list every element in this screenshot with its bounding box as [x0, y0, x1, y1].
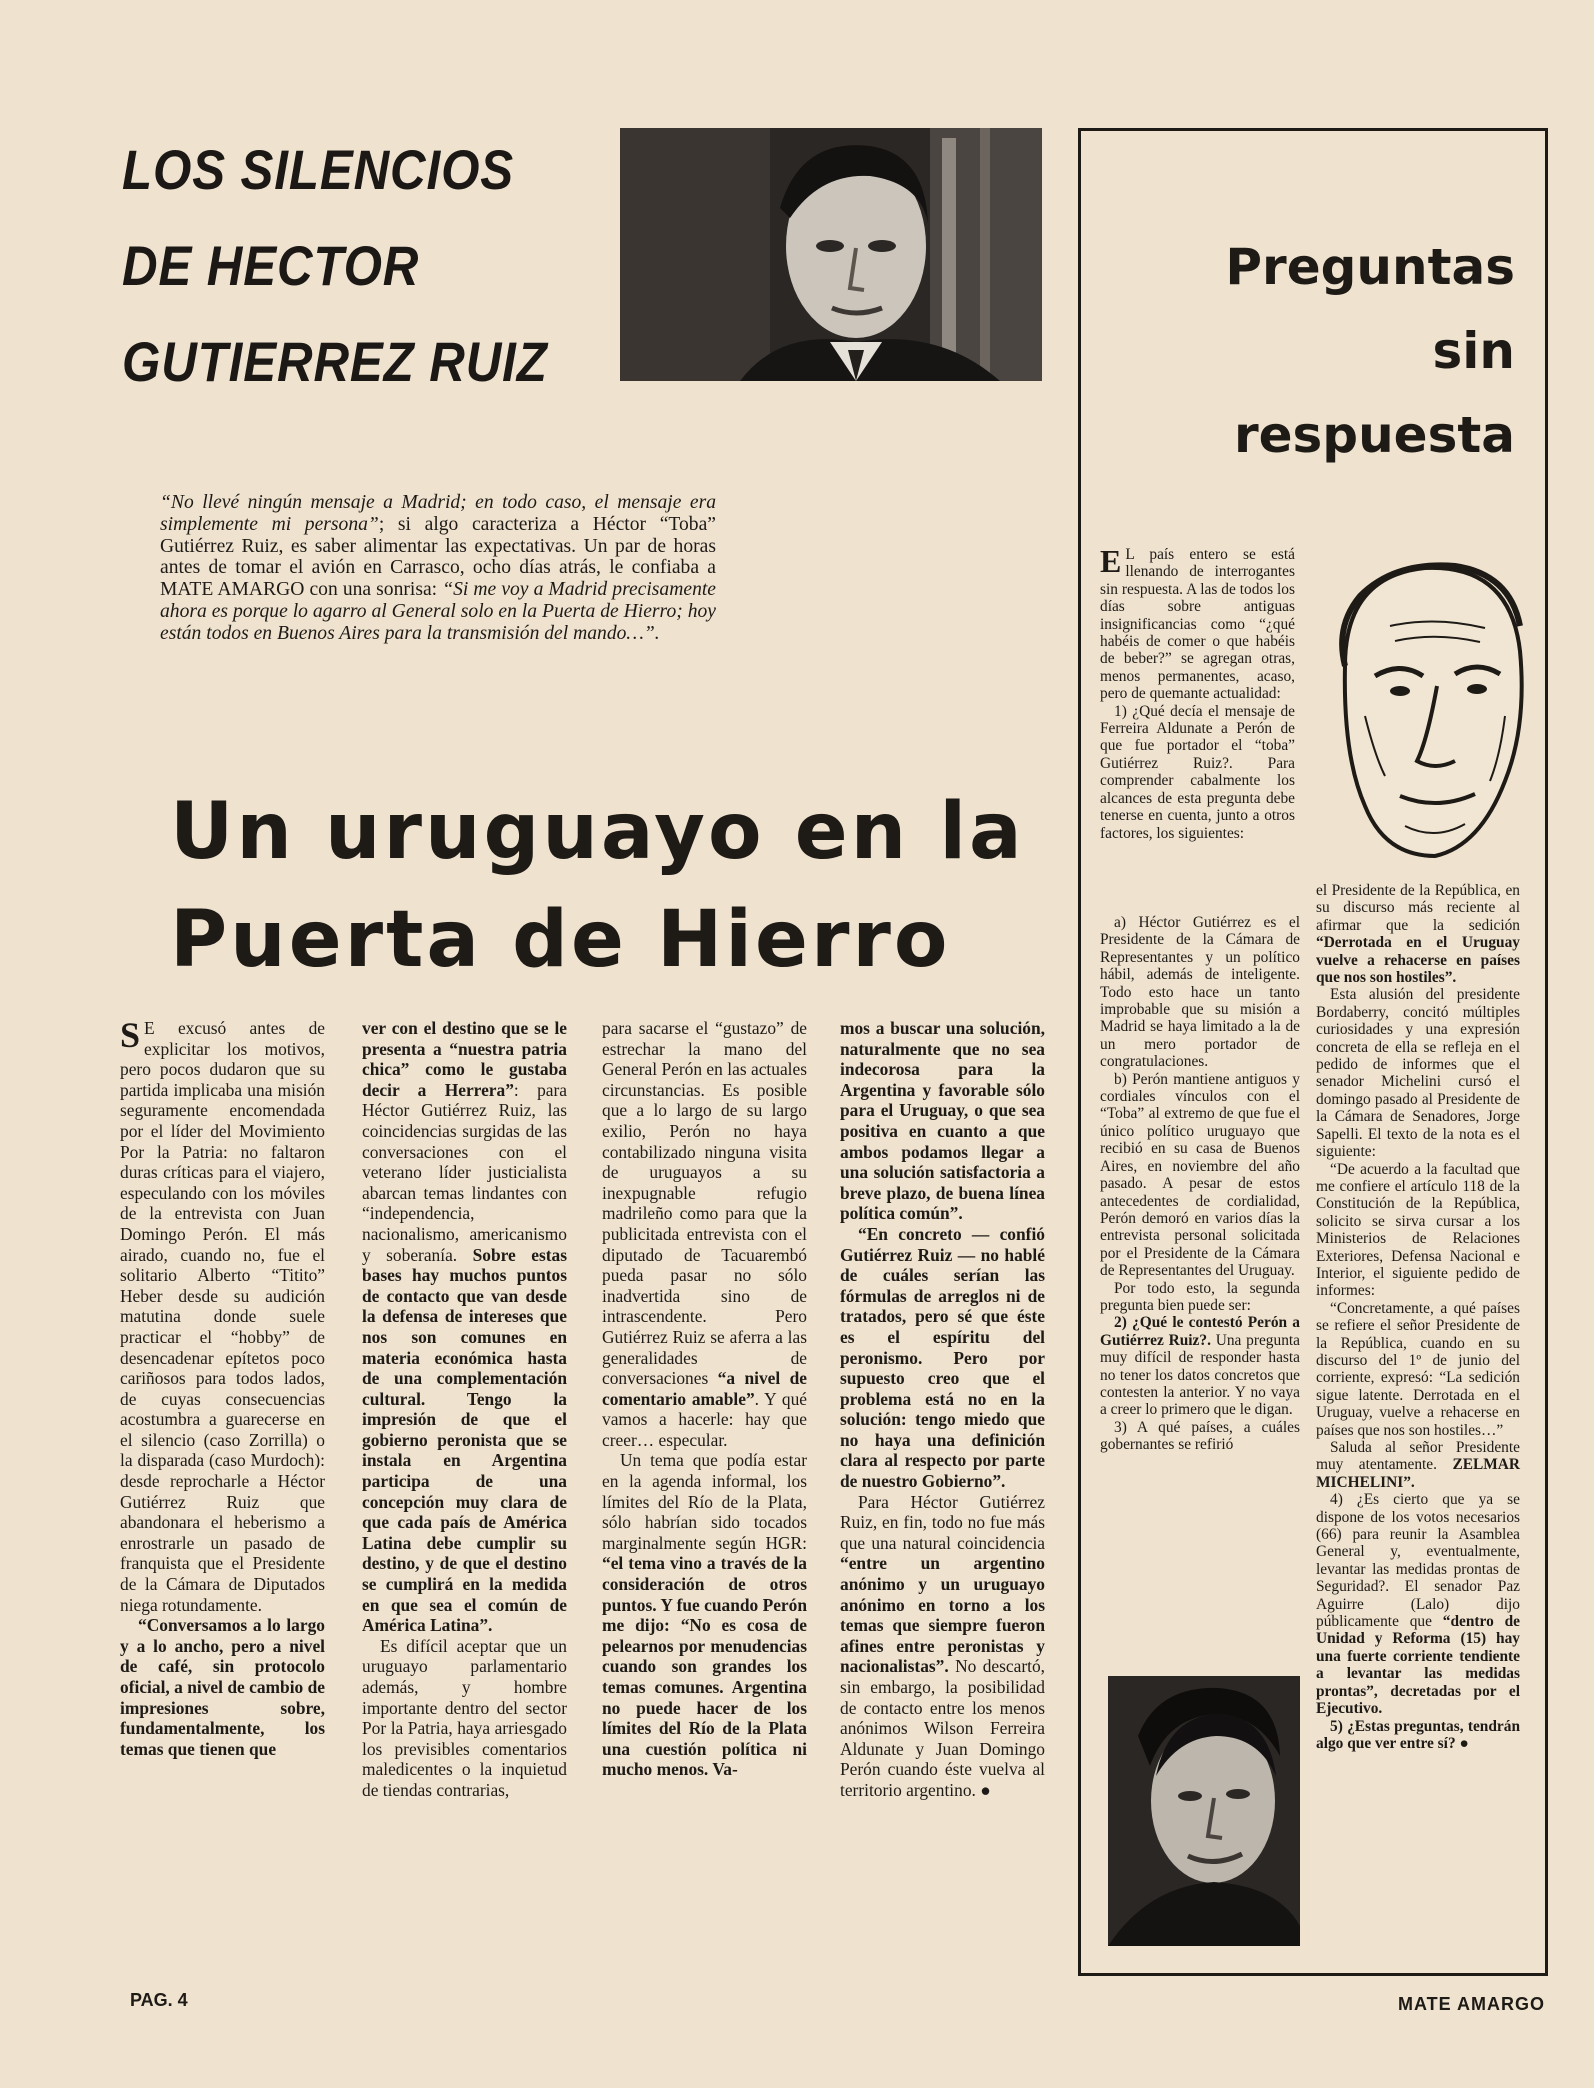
paragraph-bold: mos a buscar una solución, naturalmente que no sea indecorosa para la Argentina y favorable sólo para el Uruguay, o que sea positiva en cuanto a que ambos podamos llegar a una solución satisfactoria a breve plazo, de buena línea política común”. [840, 1018, 1045, 1224]
sidebar-column-left-lower [1100, 914, 1300, 1454]
article-column-1 [120, 1015, 325, 1759]
paragraph-bold: “a nivel de comentario amable” [602, 1368, 807, 1409]
paragraph-bold: “En concreto — confió Gutiérrez Ruiz — [840, 1223, 1045, 1265]
paragraph-bold: Sobre estas bases hay muchos puntos de contacto que van desde la defensa de intereses que nos son comunes en materia económica hasta de una complementación cultural. Tengo la impresión de que el gobierno peronista que se instala en Argentina participa de una concepción muy clara de que cada país de América Latina debe cumplir su destino, y de que el destino se cumplirá en la medida en que sea el común de América Latina”. [362, 1244, 567, 1636]
paragraph: Es difícil aceptar que un uruguayo parlamentario además, y hombre importante dentro del sector Por la Patria, haya arriesgado los previsibles comentarios maledicentes o la inquietud de tiendas contrarias, [362, 1635, 567, 1800]
paragraph-bold: “dentro de Unidad y Reforma (15) hay una fuerte corriente tendiente a levantar las medidas prontas”, decretadas por el Ejecutivo. [1316, 1613, 1520, 1718]
paragraph: Esta alusión del presidente Bordaberry, concitó múltiples curiosidades y una expresión concreta de ella se refleja en el pedido de informes que el senador Michelini cursó el domingo pasado al Presidente de la Cámara de Senadores, Jorge Sapelli. El texto de la nota es el siguiente: [1316, 986, 1520, 1161]
paragraph: “Conversamos a lo largo y a lo ancho, pero a nivel de café, sin protocolo oficial, a nivel de cambio de impresiones sobre, fundamentalmente, los temas que tienen que [120, 1615, 325, 1759]
headline [170, 778, 1030, 994]
paragraph-bold: “entre un argentino anónimo y un uruguayo anónimo en torno a los temas que siempre fueron afines entre peronistas y nacionalistas”. [840, 1553, 1045, 1677]
sidebar-column-left [1100, 543, 1295, 842]
paragraph: Saluda al señor Presidente muy atentamente. [1316, 1439, 1520, 1474]
drop-cap: S [120, 1015, 141, 1055]
paragraph-bold: ver con el destino que se le presenta a “nuestra patria chica” como le gustaba decir a Herrera” [362, 1018, 567, 1100]
drop-cap: E [1100, 543, 1122, 579]
paragraph-bold: “el tema vino a través de la consideración de otros puntos. Y fue cuando Perón me dijo: “No es cosa de pelearnos por menudencias cuando son grandes los temas comunes. Argentina no puede hacer de los límites del Río de la Plata una cuestión política ni mucho menos. Va- [602, 1553, 808, 1780]
article-column-3 [602, 1018, 807, 1780]
sidebar-title-line: sin [1432, 322, 1515, 380]
sidebar-title-line: respuesta [1233, 406, 1515, 464]
kicker-title [122, 122, 548, 410]
paragraph: L país entero se está llenando de interrogantes sin respuesta. A las de todos los días sobre antiguas insignificancias como “¿qué habéis de comer o que habéis de beber?” se agregan otras, menos permanentes, acaso, pero de quemante actualidad: [1100, 546, 1295, 703]
paragraph: “De acuerdo a la facultad que me confiere el artículo 118 de la Constitución de la República, solicito se sirva cursar a los Ministerios de Relaciones Exteriores, Defensa Nacional e Interior, el siguiente pedido de informes: [1316, 1160, 1520, 1300]
paragraph-bold: ZELMAR MICHELINI”. [1316, 1456, 1520, 1491]
lede-paragraph [160, 492, 716, 645]
paragraph-bold: no hablé de cuáles serían las fórmulas de arreglos ni de tratados, pero sé que éste es el espíritu del peronismo. Pero por supuesto creo que el problema está no en la solución: tengo miedo que no haya una definición clara al respecto por parte de nuestro Gobierno”. [840, 1244, 1045, 1492]
paragraph-bold: “Derrotada en el Uruguay vuelve a rehacerse en países que nos son hostiles”. [1316, 934, 1520, 987]
paragraph: . Y qué vamos a hacerle: hay que creer… especular. [602, 1388, 807, 1450]
masthead: MATE AMARGO [1398, 1994, 1545, 2014]
kicker-line: DE HECTOR [122, 234, 420, 297]
lede-text: ; si algo caracteriza a Héctor “Toba” Gutiérrez Ruiz, es saber alimentar las expectativas. Un par de horas antes de tomar el avión en Carrasco, ocho días atrás, le confiaba a MATE AMARGO con una sonrisa: [160, 513, 716, 601]
paragraph: para sacarse el “gustazo” [602, 1018, 784, 1038]
sidebar-column-right [1316, 882, 1520, 1752]
paragraph: “Concretamente, a qué países se refiere el señor Presidente de la República, cuando en su discurso del 1º de junio del corriente, expresó: “La sedición sigue latente. Derrotada en el Uruguay, vuelve a rehacerse en países que nos son hostiles…” [1316, 1299, 1520, 1439]
paragraph: Por todo esto, la segunda pregunta bien puede ser: [1100, 1279, 1300, 1314]
paragraph-bold: 2) ¿Qué le contestó Perón a Gutiérrez Ruiz?. [1100, 1314, 1300, 1349]
paragraph-bold: 5) ¿Estas preguntas, tendrán algo que ver entre sí? ● [1316, 1717, 1520, 1752]
portrait-photo [620, 128, 1042, 381]
paragraph: 4) ¿Es cierto que ya se dispone de los votos necesarios (66) para reunir la Asamblea General y, eventualmente, levantar las medidas prontas de Seguridad?. El senador Paz Aguirre (Lalo) dijo públicamente que [1316, 1491, 1520, 1631]
page-number: PAG. 4 [130, 1990, 188, 2010]
headline-line: Un uruguayo en la [170, 787, 1025, 877]
paragraph: de estrechar la mano del General Perón en las actuales circunstancias. Es posible que a lo largo de su largo exilio, Perón no haya contabilizado ninguna visita de uruguayos a su inexpugnable refugio madrileño como para que la publicitada entrevista con el diputado de Tacuarembó pueda pasar no sólo inadvertida sino de intrascendente. Pero Gutiérrez Ruiz se aferra a las generalidades de conversaciones [602, 1018, 808, 1389]
sidebar-title [1150, 225, 1515, 477]
paragraph: E excusó antes de explicitar los motivos, pero pocos dudaron que su partida implicaba una misión seguramente encomendada por el líder del Movimiento Por la Patria: no faltaron duras críticas para el viajero, especulando con los móviles de la entrevista con Juan Domingo Perón. El más airado, cuando no, fue el solitario Alberto “Titito” Heber desde su audición matutina donde suele practicar el “hobby” de desencadenar epítetos poco cariñosos para todos lados, de cuyas consecuencias acostumbra a guarecerse en el silencio (caso Zorrilla) o la disparada (caso Murdoch): desde reprocharle a Héctor Gutiérrez Ruiz que abandonara el heberismo a enrostrarle un pasado de franquista que el Presidente de la Cámara de Diputados niega rotundamente. [120, 1018, 325, 1615]
paragraph: Para Héctor Gutiérrez Ruiz, en fin, todo no fue más que una natural coincidencia [840, 1491, 1045, 1553]
paragraph: No descartó, sin embargo, la posibilidad de contacto entre los menos anónimos Wilson Ferreira Aldunate y Juan Domingo Perón cuando éste vuelva al territorio argentino. ● [840, 1656, 1045, 1800]
kicker-line: LOS SILENCIOS [122, 138, 515, 201]
paragraph: Una pregunta muy difícil de responder hasta no tener los datos concretos que contesten la anterior. Y no vaya a creer lo primero que le digan. [1100, 1331, 1301, 1419]
lede-quote: “No llevé ningún mensaje a Madrid; en todo caso, el mensaje era simplemente mi persona” [160, 492, 716, 535]
lede-quote: “Si me voy a Madrid precisamente ahora es porque lo agarro al General solo en la Puerta de Hierro; hoy están todos en Buenos Aires para la transmisión del mando…”. [160, 579, 717, 644]
kicker-line: GUTIERREZ RUIZ [122, 330, 548, 393]
portrait-photo-2 [1108, 1676, 1300, 1946]
article-column-4 [840, 1018, 1045, 1801]
paragraph: : para Héctor Gutiérrez Ruiz, las coincidencias surgidas de las conversaciones con el veterano líder justicialista abarcan temas lindantes con “independencia, nacionalismo, americanismo y soberanía. [362, 1079, 567, 1265]
paragraph: b) Perón mantiene antiguos y cordiales vínculos con el “Toba” al extremo de que fue el único político uruguayo que recibió en su casa de Buenos Aires, en noviembre del año pasado. A pesar de estos antecedentes de cordialidad, Perón demoró en varios días la entrevista personal solicitada por el Presidente de la Cámara de Representantes del Uruguay. [1100, 1070, 1300, 1280]
paragraph: Un tema que podía estar en la agenda informal, los límites del Río de la Plata, sólo habrían sido tocados marginalmente según HGR: [602, 1450, 807, 1553]
headline-line: Puerta de Hierro [170, 895, 951, 985]
paragraph: 1) ¿Qué decía el mensaje de Ferreira Aldunate a Perón de que fue portador el “toba” Gutiérrez Ruiz?. Para comprender cabalmente los alcances de esta pregunta debe tenerse en cuenta, junto a otros factores, los siguientes: [1100, 702, 1295, 842]
article-column-2 [362, 1018, 567, 1801]
sidebar-title-line: Preguntas [1225, 238, 1515, 296]
caricature-sketch [1305, 556, 1545, 876]
paragraph: el Presidente de la República, en su discurso más reciente al afirmar que la sedición [1316, 882, 1520, 934]
paragraph: a) Héctor Gutiérrez es el Presidente de la Cámara de Representantes y un político hábil, además de inteligente. Todo esto hace un tanto improbable que su misión a Madrid se haya limitado a la de un mero portador de congratulaciones. [1100, 914, 1300, 1071]
paragraph: 3) A qué países, a cuáles gobernantes se refirió [1100, 1418, 1300, 1454]
